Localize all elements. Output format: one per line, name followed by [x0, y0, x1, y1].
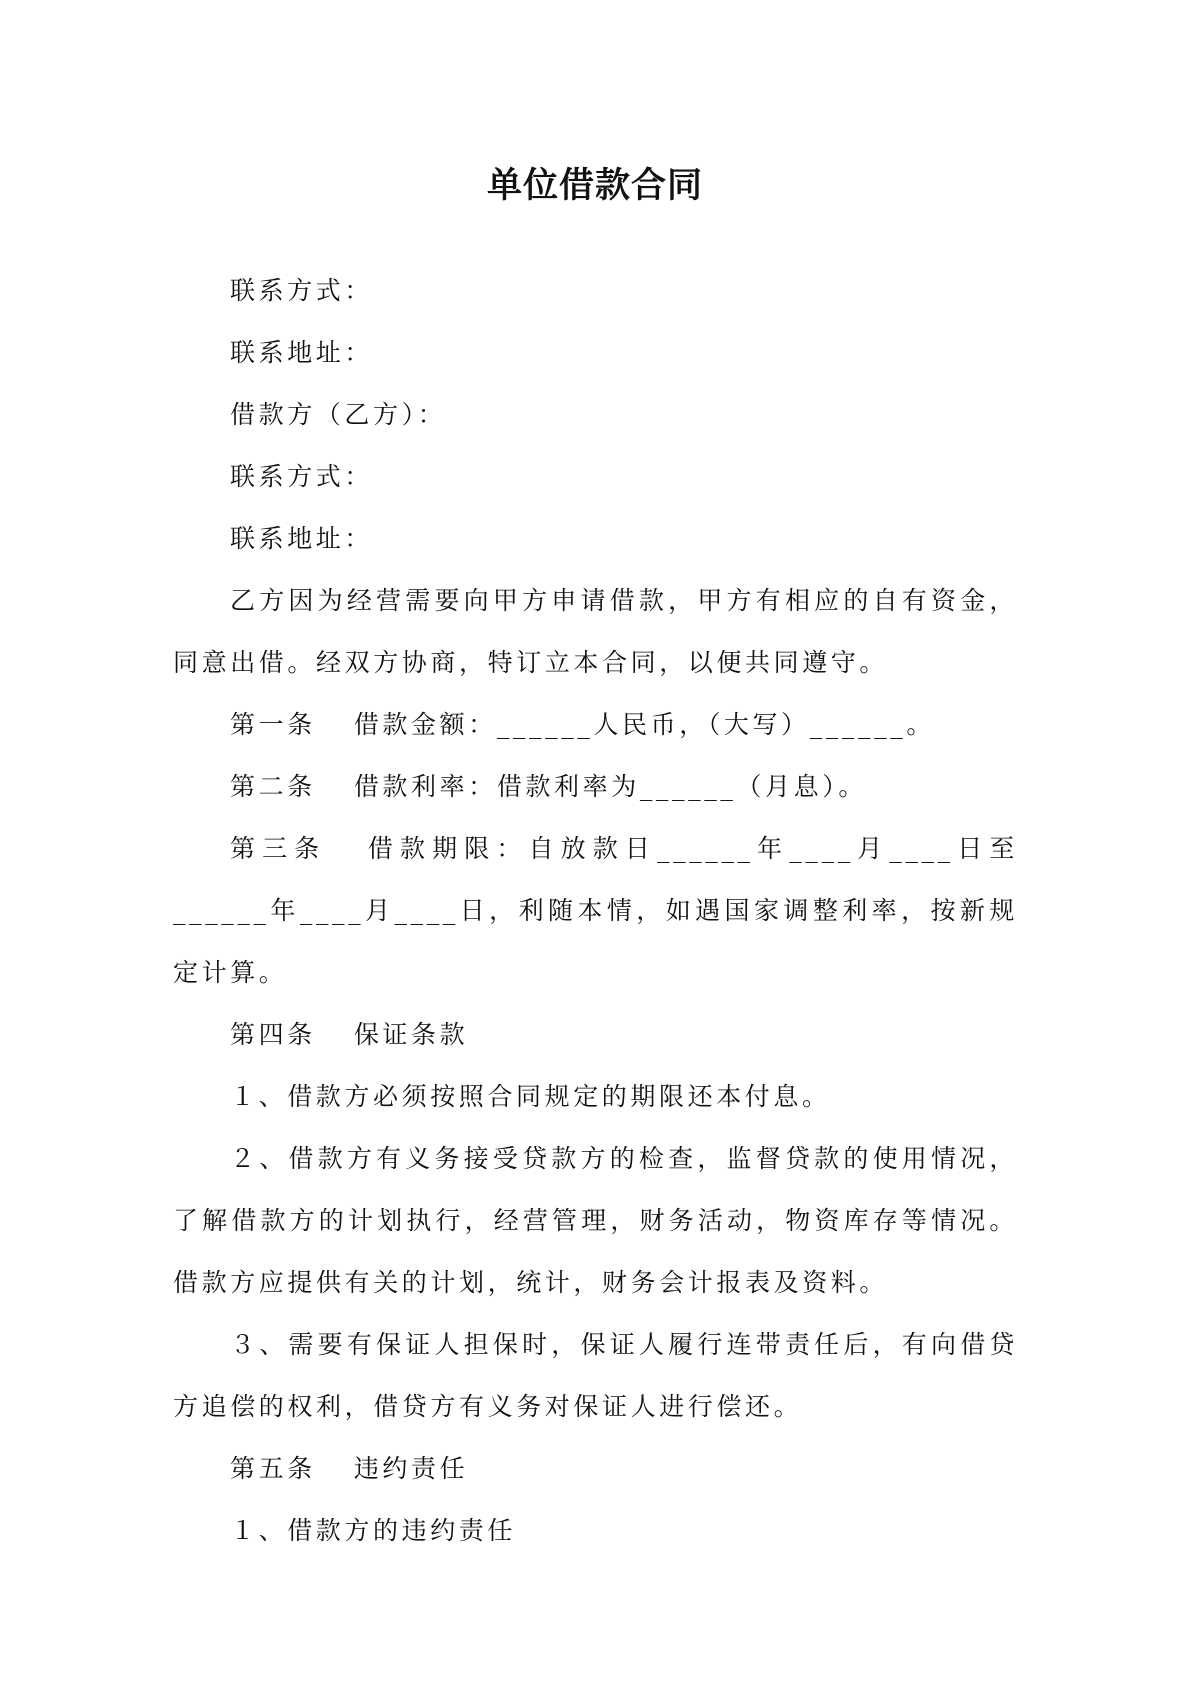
borrower-contact-address-paragraph: 联系地址： — [230, 524, 374, 553]
article-4-text: 保证条款 — [353, 1020, 469, 1049]
borrower-contact-method-paragraph: 联系方式： — [230, 462, 374, 491]
article-3-text: 借款期限：自放款日______年____月____日至______年____月____日，利随本情，如遇国家调整利率，按新规定计算。 — [173, 834, 1018, 987]
article-4 — [173, 1004, 1018, 1066]
contact-method-paragraph: 联系方式： — [230, 276, 374, 305]
article-2-heading: 第二条 — [230, 772, 316, 801]
article-1-text: 借款金额：______人民币，（大写）______。 — [353, 710, 935, 739]
article-4-clause-2: ２、借款方有义务接受贷款方的检查，监督贷款的使用情况，了解借款方的计划执行，经营管理，财务活动，物资库存等情况。借款方应提供有关的计划，统计，财务会计报表及资料。 — [173, 1144, 1018, 1297]
article-4-clause-1: １、借款方必须按照合同规定的期限还本付息。 — [230, 1082, 831, 1111]
article-2 — [173, 756, 1018, 818]
document-title: 单位借款合同 — [486, 166, 703, 206]
article-4-clause-3: ３、需要有保证人担保时，保证人履行连带责任后，有向借贷方追偿的权利，借贷方有义务对保证人进行偿还。 — [173, 1330, 1018, 1421]
article-5 — [173, 1438, 1018, 1500]
article-5-heading: 第五条 — [230, 1454, 316, 1483]
article-2-text: 借款利率：借款利率为______（月息）。 — [353, 772, 867, 801]
borrower-party-paragraph: 借款方（乙方）： — [230, 400, 447, 429]
article-1 — [173, 694, 1018, 756]
article-5-clause-1: １、借款方的违约责任 — [230, 1516, 517, 1545]
document-body — [173, 260, 1018, 1562]
article-3 — [173, 818, 1018, 1004]
article-5-text: 违约责任 — [353, 1454, 469, 1483]
article-1-heading: 第一条 — [230, 710, 316, 739]
preamble-paragraph: 乙方因为经营需要向甲方申请借款，甲方有相应的自有资金，同意出借。经双方协商，特订立本合同，以便共同遵守。 — [173, 586, 1018, 677]
article-4-heading: 第四条 — [230, 1020, 316, 1049]
contact-address-paragraph: 联系地址： — [230, 338, 374, 367]
article-3-heading: 第三条 — [230, 834, 327, 863]
